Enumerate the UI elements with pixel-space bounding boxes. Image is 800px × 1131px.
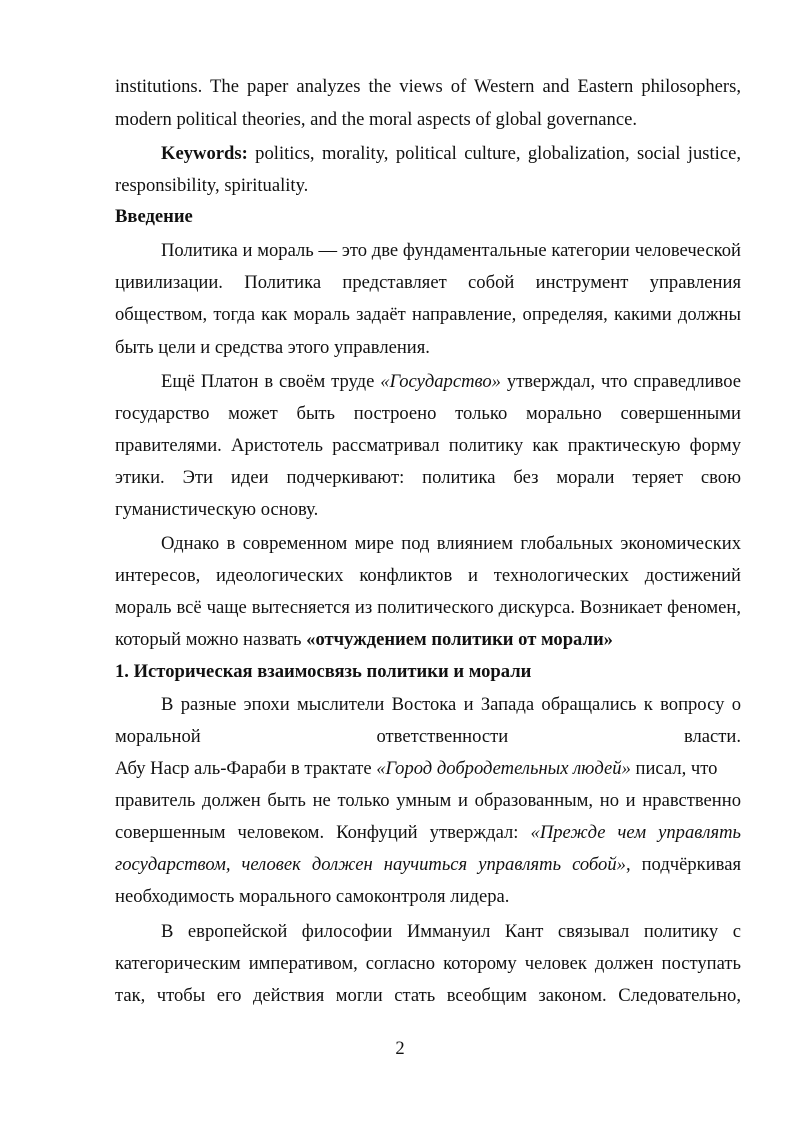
text-line: institutions. The paper analyzes the views of Western and Eastern philosophers,	[115, 76, 741, 97]
confucius-line	[115, 818, 741, 848]
text-line: обществом, тогда как мораль задаёт направление, определяя, какими должны	[115, 304, 741, 325]
confucius-line-2	[115, 850, 741, 880]
keywords-text: politics, morality, political culture, globalization, social justice,	[247, 143, 741, 164]
text-line: responsibility, spirituality.	[115, 175, 309, 196]
text-line: государство может быть построено только морально совершенными	[115, 403, 741, 424]
text-line: интересов, идеологических конфликтов и технологических достижений	[115, 565, 741, 586]
text-line: мораль всё чаще вытесняется из политического дискурса. Возникает феномен,	[115, 597, 741, 618]
confucius-quote-start: «Прежде чем управлять	[530, 822, 741, 843]
heading-introduction: Введение	[115, 206, 193, 227]
plato-post: утверждал, что справедливое	[500, 371, 741, 392]
farabi-work-title: «Город добродетельных людей»	[376, 758, 631, 779]
alienation-term: «отчуждением политики от морали»	[306, 629, 613, 650]
alienation-pre: который можно назвать	[115, 629, 307, 650]
text-line: цивилизации. Политика представляет собой инструмент управления	[115, 272, 741, 293]
confucius-pre: совершенным человеком. Конфуций утверждал:	[115, 822, 531, 843]
text-line: В европейской философии Иммануил Кант связывал политику с	[161, 921, 741, 942]
page-number: 2	[395, 1038, 405, 1059]
text-line: правитель должен быть не только умным и образованным, но и нравственно	[115, 790, 741, 811]
farabi-line	[115, 754, 741, 784]
text-line: этики. Эти идеи подчеркивают: политика без морали теряет свою	[115, 467, 741, 488]
text-line: modern political theories, and the moral aspects of global governance.	[115, 109, 637, 130]
text-line: гуманистическую основу.	[115, 499, 319, 520]
text-line: необходимость морального самоконтроля лидера.	[115, 886, 510, 907]
text-line: Однако в современном мире под влиянием глобальных экономических	[161, 533, 741, 554]
text-line: так, чтобы его действия могли стать всеобщим законом. Следовательно,	[115, 985, 741, 1006]
keywords-label: Keywords:	[161, 143, 248, 164]
confucius-quote-end: государством, человек должен научиться управлять собой»	[115, 854, 626, 875]
text-line: Политика и мораль — это две фундаментальные категории человеческой	[161, 240, 741, 261]
farabi-post: писал, что	[630, 758, 718, 779]
text-line: В разные эпохи мыслители Востока и Запада обращались к вопросу о	[161, 694, 741, 715]
alienation-line	[115, 625, 741, 655]
farabi-pre: Абу Наср аль-Фараби в трактате	[115, 758, 377, 779]
text-line: категорическим императивом, согласно которому человек должен поступать	[115, 953, 741, 974]
plato-line	[161, 367, 741, 397]
text-line: правителями. Аристотель рассматривал политику как практическую форму	[115, 435, 741, 456]
plato-pre: Ещё Платон в своём труде	[161, 371, 381, 392]
text-line: моральной ответственности власти.	[115, 726, 741, 747]
text-line: быть цели и средства этого управления.	[115, 337, 430, 358]
keywords-line	[161, 139, 741, 169]
heading-section-1: 1. Историческая взаимосвязь политики и морали	[115, 661, 532, 682]
confucius-post: , подчёркивая	[625, 854, 741, 875]
plato-work-title: «Государство»	[380, 371, 501, 392]
